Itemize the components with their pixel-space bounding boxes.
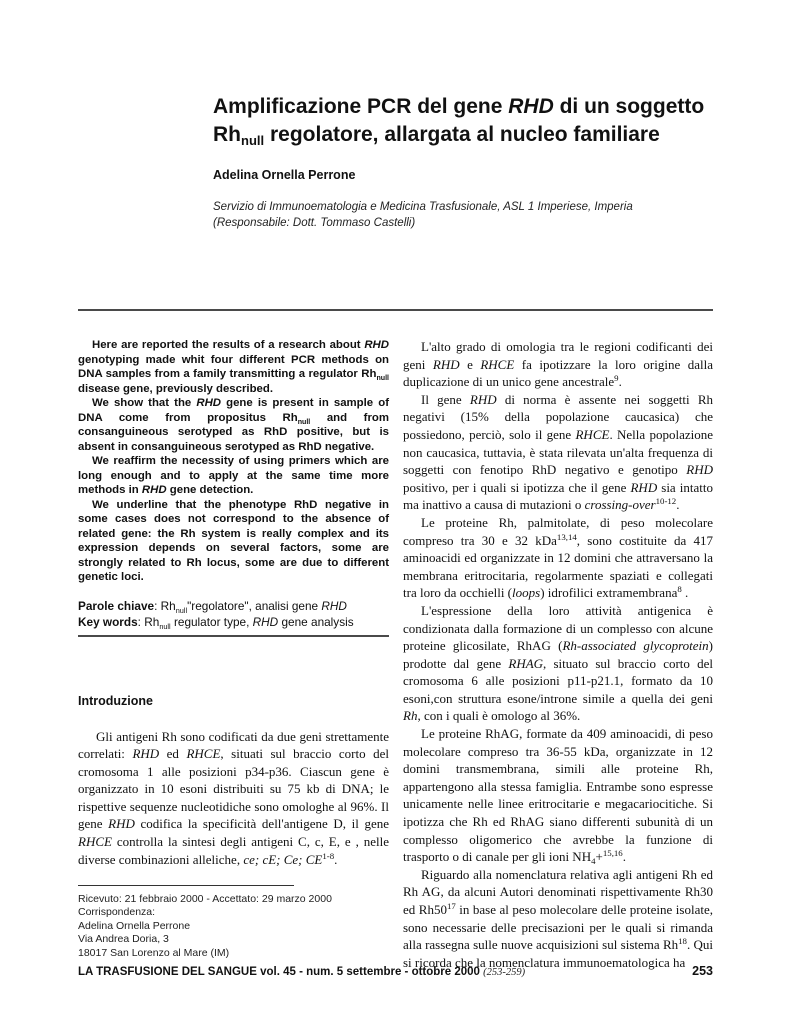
paragraph: L'espressione della loro attività antigenica è condizionata dalla formazione di un complesso con alcune proteine glicosilate, RhAG (Rh-associated glycoprotein) prodotte dal gene RHAG, situato sul braccio corto del cromosoma 6 alle posizioni p11-p21.1, formato da 10 esoni,con struttura esone/introne simile a quella dei geni Rh, con i quali è omologo al 36%. [403,602,714,724]
author-affiliation [213,199,723,231]
paragraph: We reaffirm the necessity of using primers which are long enough and to apply at the same time more methods in RHD gene detection. [78,455,389,496]
paragraph: Il gene RHD di norma è assente nei soggetti Rh negativi (15% della popolazione caucasica) che possiedono, perciò, solo il gene RHCE. Nella popolazione non caucasica, tuttavia, è stata rilevata un'alta frequenza di soggetti con fenotipo RhD negativo e genotipo RHD positivo, per i quali si ipotizza che il gene RHD sia intatto ma inattivo a causa di mutazioni o crossing-over$^{10-12}$. [403,391,713,513]
text-line: Via Andrea Doria, 3 [78,933,169,945]
page-number: 253 [692,964,713,978]
text-line: (Responsabile: Dott. Tommaso Castelli) [213,217,416,229]
left-column [78,338,389,962]
journal-citation [78,966,525,978]
header-divider-rule [78,309,713,311]
paragraph: Le proteine Rh, palmitolate, di peso molecolare compreso tra 30 e 32 kDa$^{13,14}$, sono costituite da 417 aminoacidi ed organizzate in 12 domini che attraversano la membrana eritrocitaria, regolarmente spaziati e collegati tra loro da occhielli (loops) idrofilici extramembrana$^8$ . [403,514,713,601]
keywords-divider-rule [78,635,389,637]
text-line: Adelina Ornella Perrone [78,919,191,932]
english-abstract [78,338,389,585]
journal-name: LA TRASFUSIONE DEL SANGUE [78,966,257,978]
text-line: Ricevuto: 21 febbraio 2000 - Accettato: 29 marzo 2000 [78,892,332,905]
paragraph: Riguardo alla nomenclatura relativa agli antigeni Rh ed Rh AG, da alcuni Autori denominati rispettivamente Rh30 ed $Rh50^{17}$ in base al peso molecolare delle proteine isolate, sono necessarie delle precisazioni per le quali si rimanda alla rassegna sulle nuove acquisizioni sul sistema Rh$^{18}$. Qui si ricorda che la nomenclatura immunoematologica ha [403,866,714,970]
author-name: Adelina Ornella Perrone [213,168,356,182]
paragraph: Here are reported the results of a research about RHD genotyping made whit four different PCR methods on DNA samples from a family transmitting a regulator $Rh_{null}$ disease gene, previously described. [78,339,389,395]
article-header [213,93,723,231]
right-column [403,338,714,970]
paragraph: We underline that the phenotype RhD negative in some cases does not correspond to the absence of related gene: the Rh system is really complex and its expression depends on several factors, some are strongly related to Rh locus, some are due to different genetic loci. [78,498,389,583]
journal-issue: vol. 45 - num. 5 settembre - ottobre 2000 [260,966,480,978]
paragraph: Gli antigeni Rh sono codificati da due geni strettamente correlati: RHD ed RHCE, situati sul braccio corto del cromosoma 1 alle posizioni p34-p36. Ciascun gene è organizzato in 10 esoni distribuiti su 75 kb di DNA; le rispettive sequenze nucleotidiche sono omologhe al 96%. Il gene RHD codifica la specificità dell'antigene D, il gene RHCE controlla la sintesi degli antigeni C, c, E, e , nelle diverse combinazioni alleliche, ce; cE; Ce; CE$^{1-8}$. [78,728,389,867]
keywords-block [78,598,389,630]
article-title: Amplificazione PCR del gene RHD di un soggetto $Rh_{null}$ regolatore, allargata al nucleo familiare [213,95,705,148]
section-heading-introduzione: Introduzione [78,693,153,708]
paragraph: Key words: $Rh_{null}$ regulator type, RHD gene analysis [78,614,354,631]
text-line: 18017 San Lorenzo al Mare (IM) [78,946,230,959]
paragraph: L'alto grado di omologia tra le regioni codificanti dei geni RHD e RHCE fa ipotizzare la loro origine dalla duplicazione di un unico gene ancestrale$^9$. [403,339,713,390]
journal-page-range: (253-259) [483,967,526,978]
introduction-text [78,728,389,869]
paragraph: We show that the RHD gene is present in sample of DNA come from propositus $Rh_{null}$ and from consanguineous serotyped as RhD positive, but is absent in consanguineous serotyped as RhD negative. [78,397,389,453]
text-line: Servizio di Immunoematologia e Medicina Trasfusionale, ASL 1 Imperiese, Imperia [213,201,633,213]
page-footer [78,964,713,978]
two-column-body [78,338,714,970]
correspondence-divider-rule [78,885,294,886]
paragraph: Le proteine RhAG, formate da 409 aminoacidi, di peso molecolare compreso tra 36-55 kDa, organizzate in 12 domini transmembrana, simili alle proteine Rh, appartengono alla stessa famiglia. Entrambe sono espresse unicamente nelle linee eritrocitarie e megacariocitiche. Si ipotizza che Rh ed RhAG siano differenti subunità di un complesso oligomerico che avrebbe la funzione di trasporto o di canale per gli ioni $NH_4+^{15,16}$. [403,726,713,867]
correspondence-block [78,885,389,961]
paragraph: Parole chiave: $Rh_{null}"regolatore$", analisi gene RHD [78,598,347,615]
text-line: Corrispondenza: [78,906,156,918]
correspondence-lines [78,893,389,961]
